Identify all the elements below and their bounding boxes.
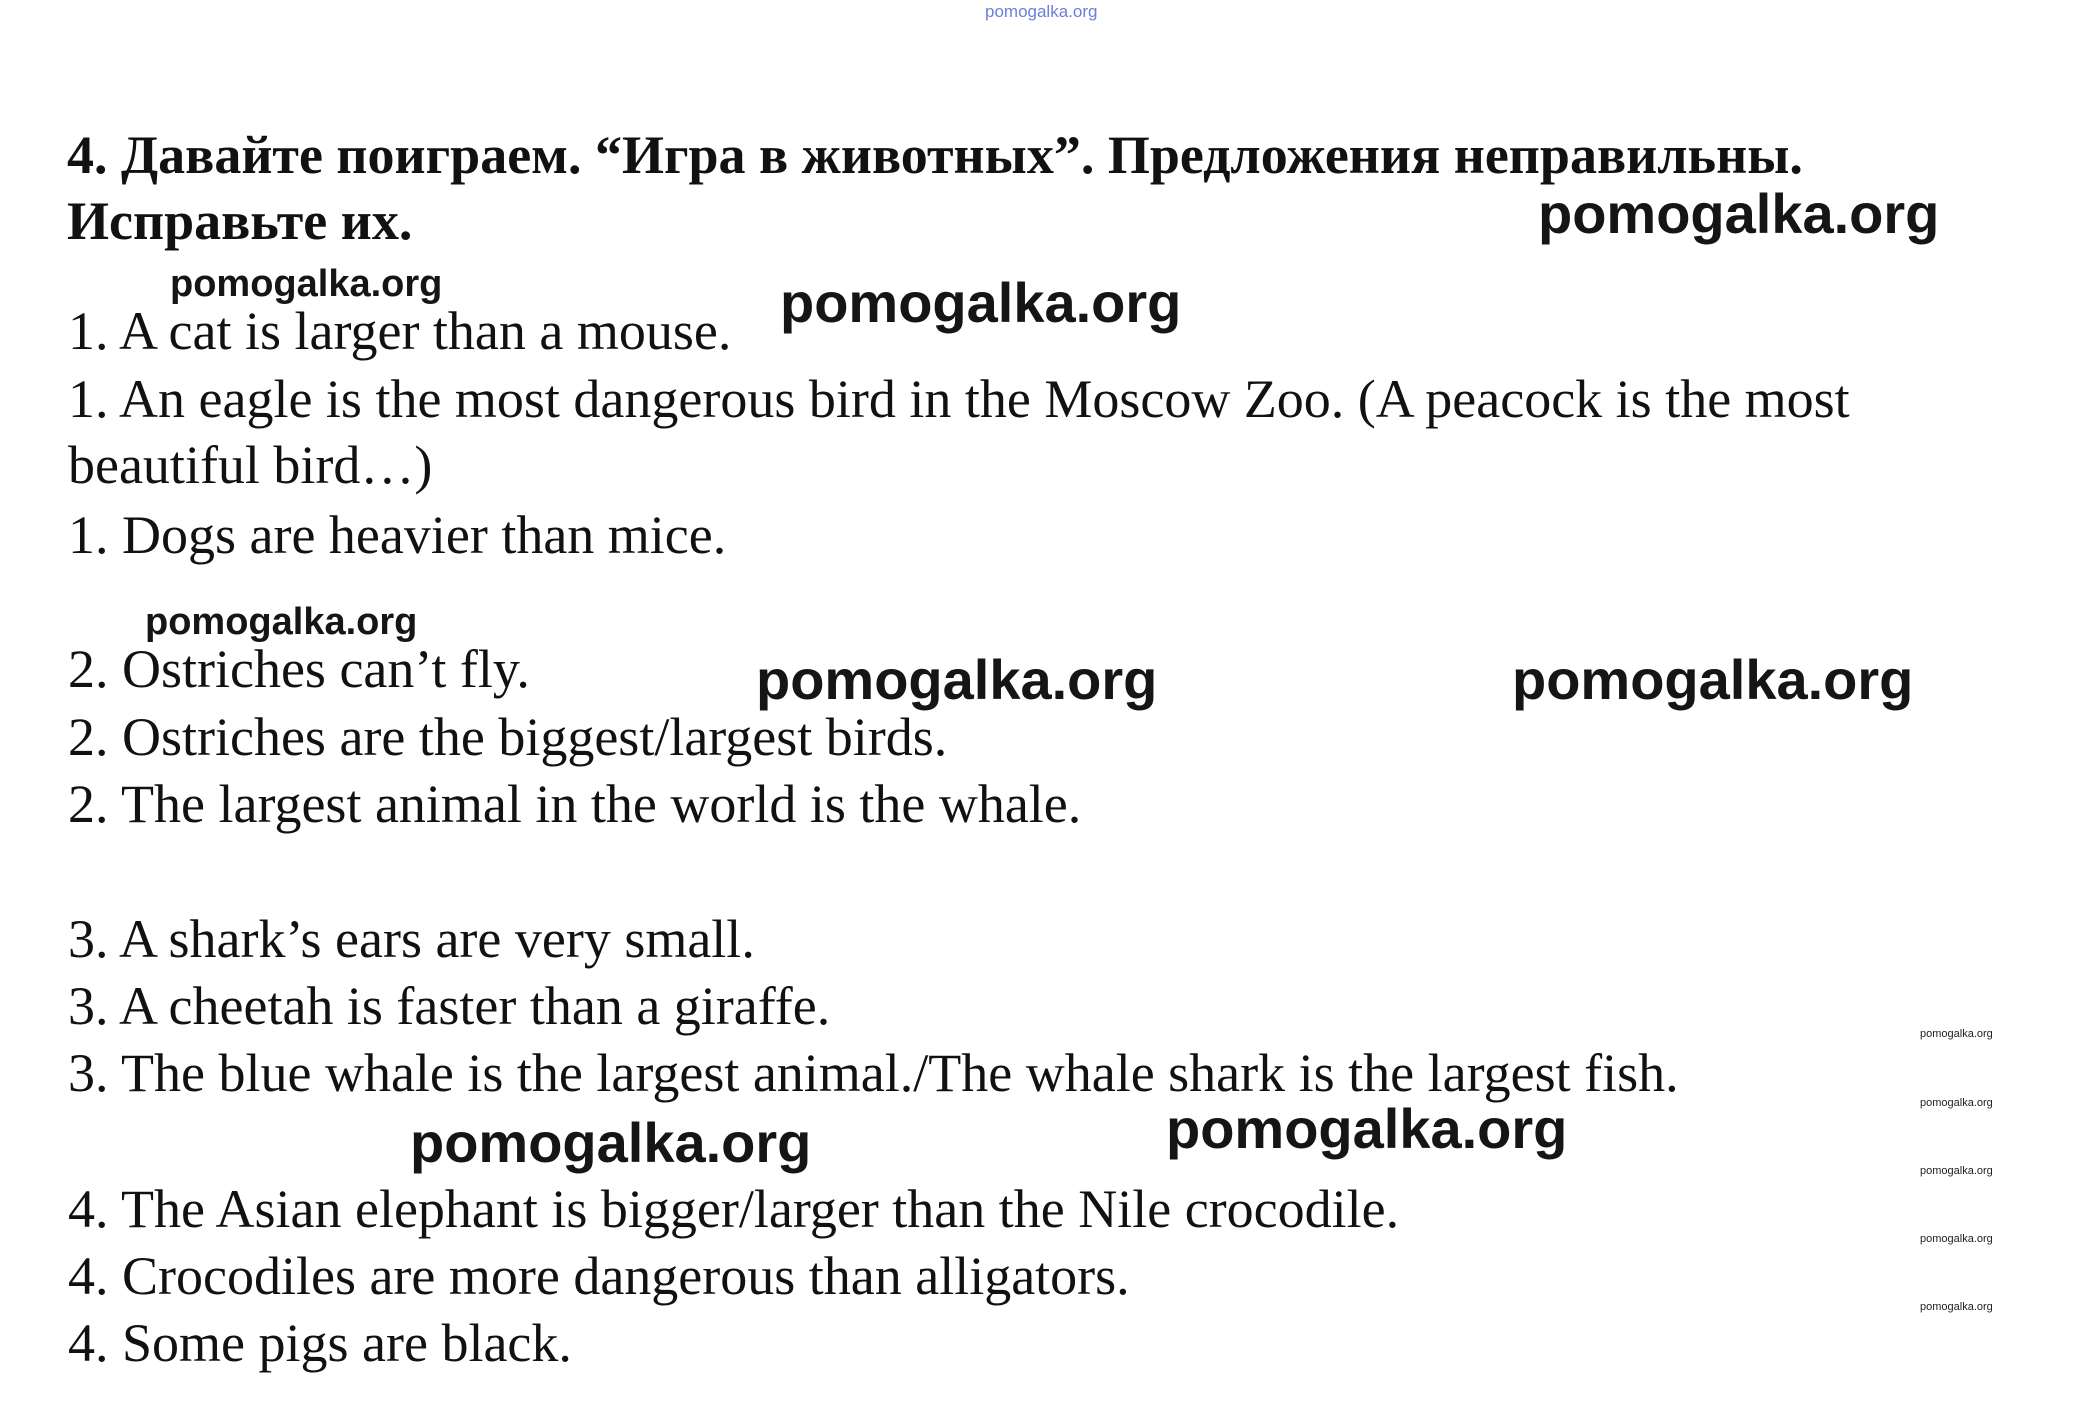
answer-line: 3. The blue whale is the largest animal./The whale shark is the largest fish. [68,1043,1679,1103]
answer-line: 3. A cheetah is faster than a giraffe. [68,976,831,1036]
answer-line: 1. Dogs are heavier than mice. [68,505,727,565]
watermark: pomogalka.org [1166,1097,1568,1160]
answer-line: 4. The Asian elephant is bigger/larger than the Nile crocodile. [68,1179,1400,1239]
watermark: pomogalka.org [780,271,1182,334]
watermark: pomogalka.org [170,263,443,305]
watermark: pomogalka.org [1920,1301,1993,1313]
watermark: pomogalka.org [1920,1233,1993,1245]
answer-line: 2. Ostriches can’t fly. [68,639,530,699]
answer-line: 4. Some pigs are black. [68,1313,572,1373]
watermark: pomogalka.org [1920,1165,1993,1177]
watermark: pomogalka.org [410,1111,812,1174]
exercise-heading: 4. Давайте поиграем. “Игра в животных”. Предложения неправильны. Исправьте их. [67,125,1803,251]
answer-line: 4. Crocodiles are more dangerous than alligators. [68,1246,1130,1306]
watermark: pomogalka.org [1920,1028,1993,1040]
watermark: pomogalka.org [145,601,418,643]
watermark: pomogalka.org [1512,648,1914,711]
watermark: pomogalka.org [1538,182,1940,245]
answer-line: 2. Ostriches are the biggest/largest birds. [68,707,948,767]
answer-line: 3. A shark’s ears are very small. [68,909,755,969]
header-watermark: pomogalka.org [985,2,1098,21]
answer-line: 2. The largest animal in the world is the whale. [68,774,1082,834]
watermark: pomogalka.org [1920,1097,1993,1109]
watermark: pomogalka.org [756,648,1158,711]
answer-line: 1. A cat is larger than a mouse. [68,301,732,361]
answer-line: 1. An eagle is the most dangerous bird in the Moscow Zoo. (A peacock is the most beautiful bird…) [68,369,1850,495]
